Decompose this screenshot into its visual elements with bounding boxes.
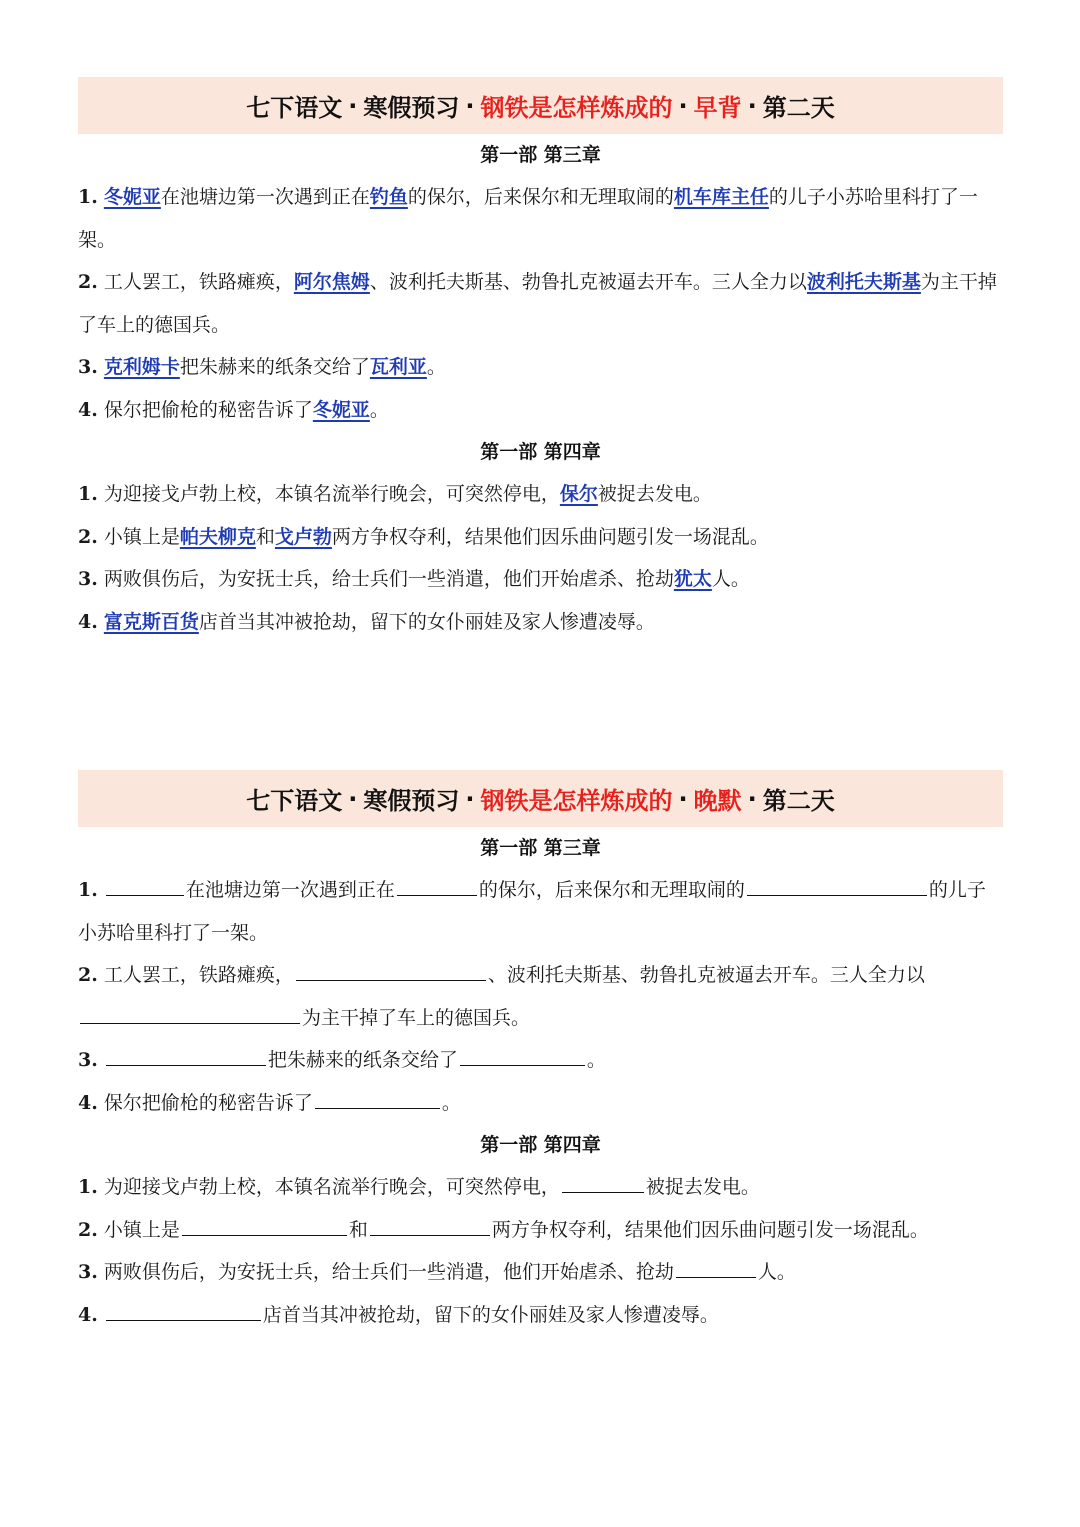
item-number: 4.	[78, 1091, 98, 1114]
item-text: 工人罢工，铁路瘫痪，	[103, 271, 294, 293]
answer-blank[interactable]	[106, 875, 184, 896]
answer: 帕夫柳克	[179, 525, 256, 548]
item-text: 的儿子小苏哈里科打了一架。	[78, 879, 986, 944]
title-separator: ·	[678, 784, 688, 813]
list-item	[78, 1082, 1003, 1125]
item-text: 两方争权夺利，结果他们因乐曲问题引发一场混乱。	[491, 1218, 929, 1241]
list-item	[78, 346, 1003, 389]
item-text: 被捉去发电。	[597, 483, 712, 505]
item-text: 人。	[757, 1261, 796, 1283]
item-text: 店首当其冲被抢劫，留下的女仆丽娃及家人惨遭凌辱。	[262, 1303, 719, 1326]
list-item	[78, 1294, 1003, 1337]
title-subject: 七下语文	[246, 94, 343, 122]
title-day: 第二天	[762, 787, 835, 815]
list-item	[78, 1209, 1003, 1252]
title-separator: ·	[465, 91, 475, 120]
list-item	[78, 1251, 1003, 1294]
item-number: 2.	[78, 1218, 98, 1241]
item-text: 小镇上是	[103, 525, 180, 548]
item-number: 4.	[78, 610, 98, 633]
list-item	[78, 261, 1003, 346]
item-text: 的保尔，后来保尔和无理取闹的	[478, 879, 745, 901]
item-text: 把朱赫来的纸条交给了	[179, 356, 370, 378]
item-text: 。	[426, 356, 446, 378]
answer: 阿尔焦姆	[293, 271, 370, 293]
item-number: 4.	[78, 1303, 98, 1326]
title-mode: 晚默	[693, 787, 742, 815]
answer: 犹太	[673, 568, 712, 590]
item-text: 和	[348, 1218, 368, 1241]
item-number: 1.	[78, 1176, 98, 1198]
item-text: 为迎接戈卢勃上校，本镇名流举行晚会，可突然停电，	[103, 483, 560, 505]
item-text: 被捉去发电。	[645, 1176, 760, 1198]
evening-section	[78, 770, 1003, 1336]
item-text: 。	[441, 1091, 461, 1114]
answer: 波利托夫斯基	[806, 271, 921, 293]
item-text: 两败俱伤后，为安抚士兵，给士兵们一些消遣，他们开始虐杀、抢劫	[103, 1261, 674, 1283]
title-book: 钢铁是怎样炼成的	[480, 94, 673, 122]
list-item	[78, 516, 1003, 559]
item-text: 的儿子小苏哈里科打了一架。	[78, 186, 978, 251]
title-separator: ·	[348, 784, 358, 813]
title-separator: ·	[678, 91, 688, 120]
item-text: 人。	[711, 568, 750, 590]
item-text: 在池塘边第一次遇到正在	[160, 186, 370, 208]
list-item	[78, 1166, 1003, 1209]
item-text: 。	[586, 1049, 606, 1071]
item-number: 3.	[78, 356, 98, 378]
item-text: 为迎接戈卢勃上校，本镇名流举行晚会，可突然停电，	[103, 1176, 560, 1198]
answer-blank[interactable]	[562, 1172, 644, 1193]
item-text: 为主干掉了车上的德国兵。	[78, 271, 997, 336]
item-text: 。	[369, 398, 389, 421]
answer: 钓鱼	[369, 186, 408, 208]
list-item	[78, 601, 1003, 644]
item-number: 2.	[78, 271, 98, 293]
answer-blank[interactable]	[397, 875, 477, 896]
title-term: 寒假预习	[363, 787, 460, 815]
answer: 机车库主任	[673, 186, 769, 208]
title-subject: 七下语文	[246, 787, 343, 815]
answer-blank[interactable]	[370, 1215, 490, 1236]
item-number: 1.	[78, 186, 98, 208]
list-item	[78, 473, 1003, 516]
item-text: 的保尔，后来保尔和无理取闹的	[407, 186, 674, 208]
item-number: 1.	[78, 879, 98, 901]
answer: 瓦利亚	[369, 356, 427, 378]
answer-blank[interactable]	[80, 1003, 300, 1024]
item-text: 两败俱伤后，为安抚士兵，给士兵们一些消遣，他们开始虐杀、抢劫	[103, 568, 674, 590]
answer-blank[interactable]	[460, 1045, 585, 1066]
item-number: 2.	[78, 525, 98, 548]
item-text: 、波利托夫斯基、勃鲁扎克被逼去开车。三人全力以	[487, 964, 925, 986]
title-mode: 早背	[693, 94, 742, 122]
item-number: 3.	[78, 1261, 98, 1283]
morning-title-banner	[78, 77, 1003, 134]
evening-title-banner	[78, 770, 1003, 827]
list-item	[78, 869, 1003, 954]
answer-blank[interactable]	[182, 1215, 347, 1236]
chapter-heading: 第一部 第三章	[480, 144, 601, 166]
item-number: 4.	[78, 398, 98, 421]
title-separator: ·	[465, 784, 475, 813]
list-item	[78, 1039, 1003, 1082]
list-item	[78, 954, 1003, 1039]
item-number: 3.	[78, 1049, 98, 1071]
chapter-heading: 第一部 第四章	[480, 1134, 601, 1156]
answer: 富克斯百货	[103, 610, 199, 633]
answer: 保尔	[559, 483, 598, 505]
item-text: 保尔把偷枪的秘密告诉了	[103, 398, 313, 421]
title-separator: ·	[747, 784, 757, 813]
title-day: 第二天	[762, 94, 835, 122]
answer-blank[interactable]	[315, 1088, 440, 1109]
title-term: 寒假预习	[363, 94, 460, 122]
answer-blank[interactable]	[106, 1045, 266, 1066]
morning-section	[78, 77, 1003, 643]
chapter-heading: 第一部 第四章	[480, 441, 601, 463]
answer: 克利姆卡	[103, 356, 180, 378]
item-text: 小镇上是	[103, 1218, 180, 1241]
item-text: 保尔把偷枪的秘密告诉了	[103, 1091, 313, 1114]
item-text: 和	[255, 525, 275, 548]
list-item	[78, 389, 1003, 432]
answer-blank[interactable]	[747, 875, 927, 896]
answer: 戈卢勃	[274, 525, 332, 548]
title-book: 钢铁是怎样炼成的	[480, 787, 673, 815]
title-separator: ·	[348, 91, 358, 120]
item-text: 为主干掉了车上的德国兵。	[302, 1006, 531, 1029]
answer: 冬妮亚	[103, 186, 161, 208]
item-number: 1.	[78, 483, 98, 505]
title-separator: ·	[747, 91, 757, 120]
item-text: 两方争权夺利，结果他们因乐曲问题引发一场混乱。	[331, 525, 769, 548]
item-text: 店首当其冲被抢劫，留下的女仆丽娃及家人惨遭凌辱。	[198, 610, 655, 633]
item-number: 2.	[78, 964, 98, 986]
list-item	[78, 558, 1003, 601]
answer-blank[interactable]	[676, 1257, 756, 1278]
item-text: 把朱赫来的纸条交给了	[267, 1049, 458, 1071]
list-item	[78, 176, 1003, 261]
item-text: 在池塘边第一次遇到正在	[185, 879, 395, 901]
answer-blank[interactable]	[296, 960, 486, 981]
item-text: 工人罢工，铁路瘫痪，	[103, 964, 294, 986]
item-number: 3.	[78, 568, 98, 590]
answer-blank[interactable]	[106, 1300, 261, 1321]
chapter-heading: 第一部 第三章	[480, 837, 601, 859]
item-text: 、波利托夫斯基、勃鲁扎克被逼去开车。三人全力以	[369, 271, 807, 293]
answer: 冬妮亚	[312, 398, 370, 421]
